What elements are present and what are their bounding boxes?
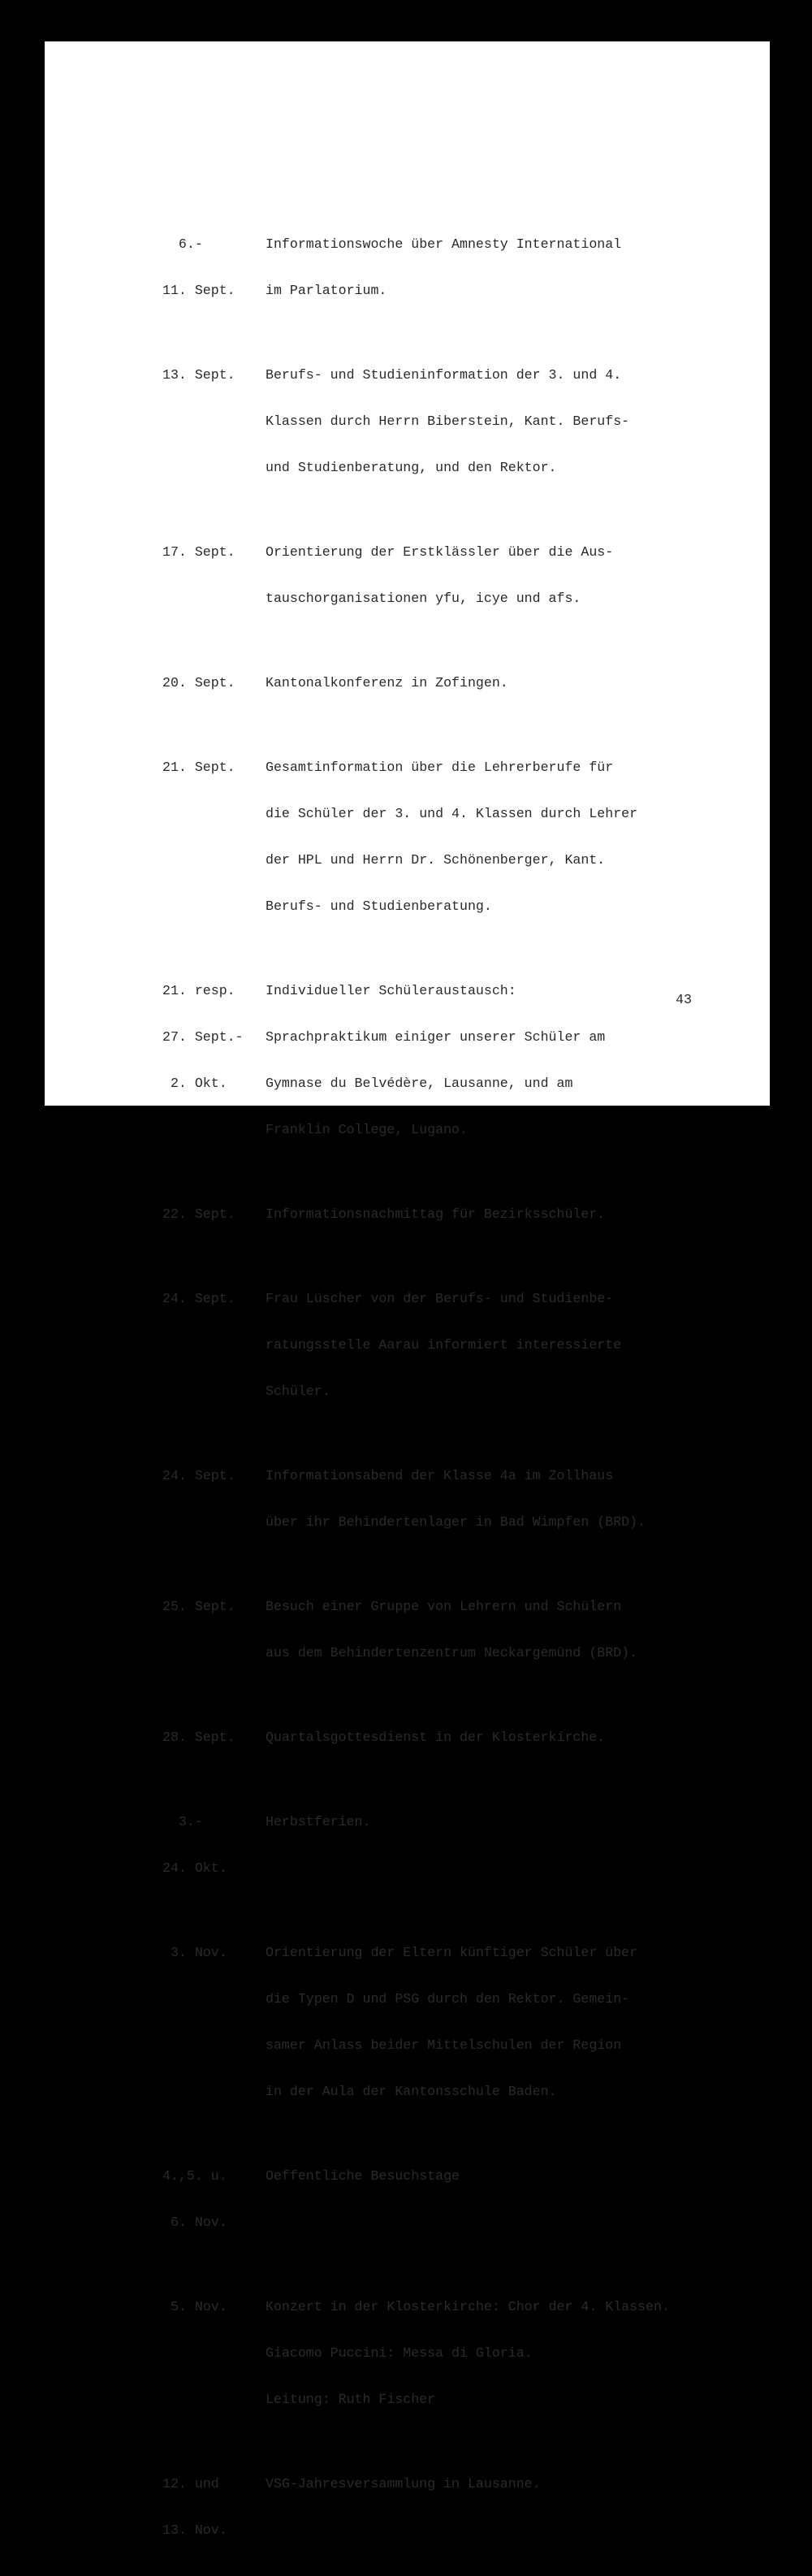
chronicle-entry: [162, 2445, 763, 2569]
entry-date: 5. Nov.: [162, 2299, 227, 2314]
entry-date: 13. Sept.: [162, 367, 235, 383]
entry-text: Kantonalkonferenz in Zofingen.: [266, 675, 508, 691]
entry-text: Orientierung der Erstklässler über die Aus- tauschorganisationen yfu, icye und afs.: [266, 544, 614, 606]
chronicle-entry: [162, 1699, 763, 1776]
chronicle-list: [162, 206, 763, 2576]
entry-date: 3.- 24. Okt.: [162, 1814, 227, 1876]
entry-text: Herbstferien.: [266, 1814, 371, 1829]
chronicle-entry: [162, 336, 763, 506]
entry-text: Quartalsgottesdienst in der Klosterkirche.: [266, 1730, 606, 1745]
document-page: [45, 41, 770, 2538]
entry-date: 6.- 11. Sept.: [162, 236, 235, 298]
entry-text: Oeffentliche Besuchstage: [266, 2168, 460, 2184]
entry-text: VSG-Jahresversammlung in Lausanne.: [266, 2476, 541, 2492]
entry-text: Besuch einer Gruppe von Lehrern und Schülern aus dem Behindertenzentrum Neckargemünd (BRD).: [266, 1599, 638, 1660]
entry-text: Berufs- und Studieninformation der 3. und 4. Klassen durch Herrn Biberstein, Kant. Berufs- und Studienberatung, und den Rektor.: [266, 367, 630, 475]
entry-text: Orientierung der Eltern künftiger Schüler über die Typen D und PSG durch den Rektor. Gemein- samer Anlass beider Mittelschulen der Region in der Aula der Kantonsschule Baden.: [266, 1945, 638, 2099]
chronicle-entry: [162, 729, 763, 945]
chronicle-entry: [162, 1175, 763, 1253]
chronicle-entry: [162, 1914, 763, 2130]
entry-date: 3. Nov.: [162, 1945, 227, 1960]
chronicle-entry: [162, 1783, 763, 1907]
entry-date: 21. Sept.: [162, 760, 235, 775]
entry-date: 25. Sept.: [162, 1599, 235, 1614]
entry-date: 22. Sept.: [162, 1206, 235, 1222]
chronicle-entry: [162, 644, 763, 721]
chronicle-entry: [162, 206, 763, 329]
entry-text: Gesamtinformation über die Lehrerberufe für die Schüler der 3. und 4. Klassen durch Lehrer der HPL und Herrn Dr. Schönenberger, Kant. Berufs- und Studienberatung.: [266, 760, 638, 914]
chronicle-entry: [162, 1568, 763, 1691]
entry-text: Informationsnachmittag für Bezirksschüler.: [266, 1206, 606, 1222]
chronicle-entry: [162, 2137, 763, 2261]
chronicle-entry: [162, 513, 763, 637]
entry-date: 28. Sept.: [162, 1730, 235, 1745]
entry-date: 4.,5. u. 6. Nov.: [162, 2168, 227, 2230]
entry-text: Informationswoche über Amnesty International im Parlatorium.: [266, 236, 622, 298]
entry-date: 12. und 13. Nov.: [162, 2476, 227, 2538]
entry-text: Individueller Schüleraustausch: Sprachpraktikum einiger unserer Schüler am Gymnase du Belvédère, Lausanne, und am Franklin College, Lugano.: [266, 983, 606, 1137]
entry-text: Frau Lüscher von der Berufs- und Studienbe- ratungsstelle Aarau informiert interessierte Schüler.: [266, 1291, 622, 1399]
entry-date: 21. resp. 27. Sept.- 2. Okt.: [162, 983, 244, 1091]
entry-date: 24. Sept.: [162, 1468, 235, 1483]
entry-text: Informationsabend der Klasse 4a im Zollhaus über ihr Behindertenlager in Bad Wimpfen (BRD).: [266, 1468, 646, 1530]
page-number: 43: [676, 992, 692, 1007]
chronicle-entry: [162, 952, 763, 1168]
entry-date: 20. Sept.: [162, 675, 235, 691]
chronicle-entry: [162, 2268, 763, 2438]
entry-date: 24. Sept.: [162, 1291, 235, 1306]
entry-text: Konzert in der Klosterkirche: Chor der 4. Klassen. Giacomo Puccini: Messa di Gloria. Leitung: Ruth Fischer: [266, 2299, 670, 2407]
chronicle-entry: [162, 1260, 763, 1430]
entry-date: 17. Sept.: [162, 544, 235, 560]
chronicle-entry: [162, 1437, 763, 1561]
